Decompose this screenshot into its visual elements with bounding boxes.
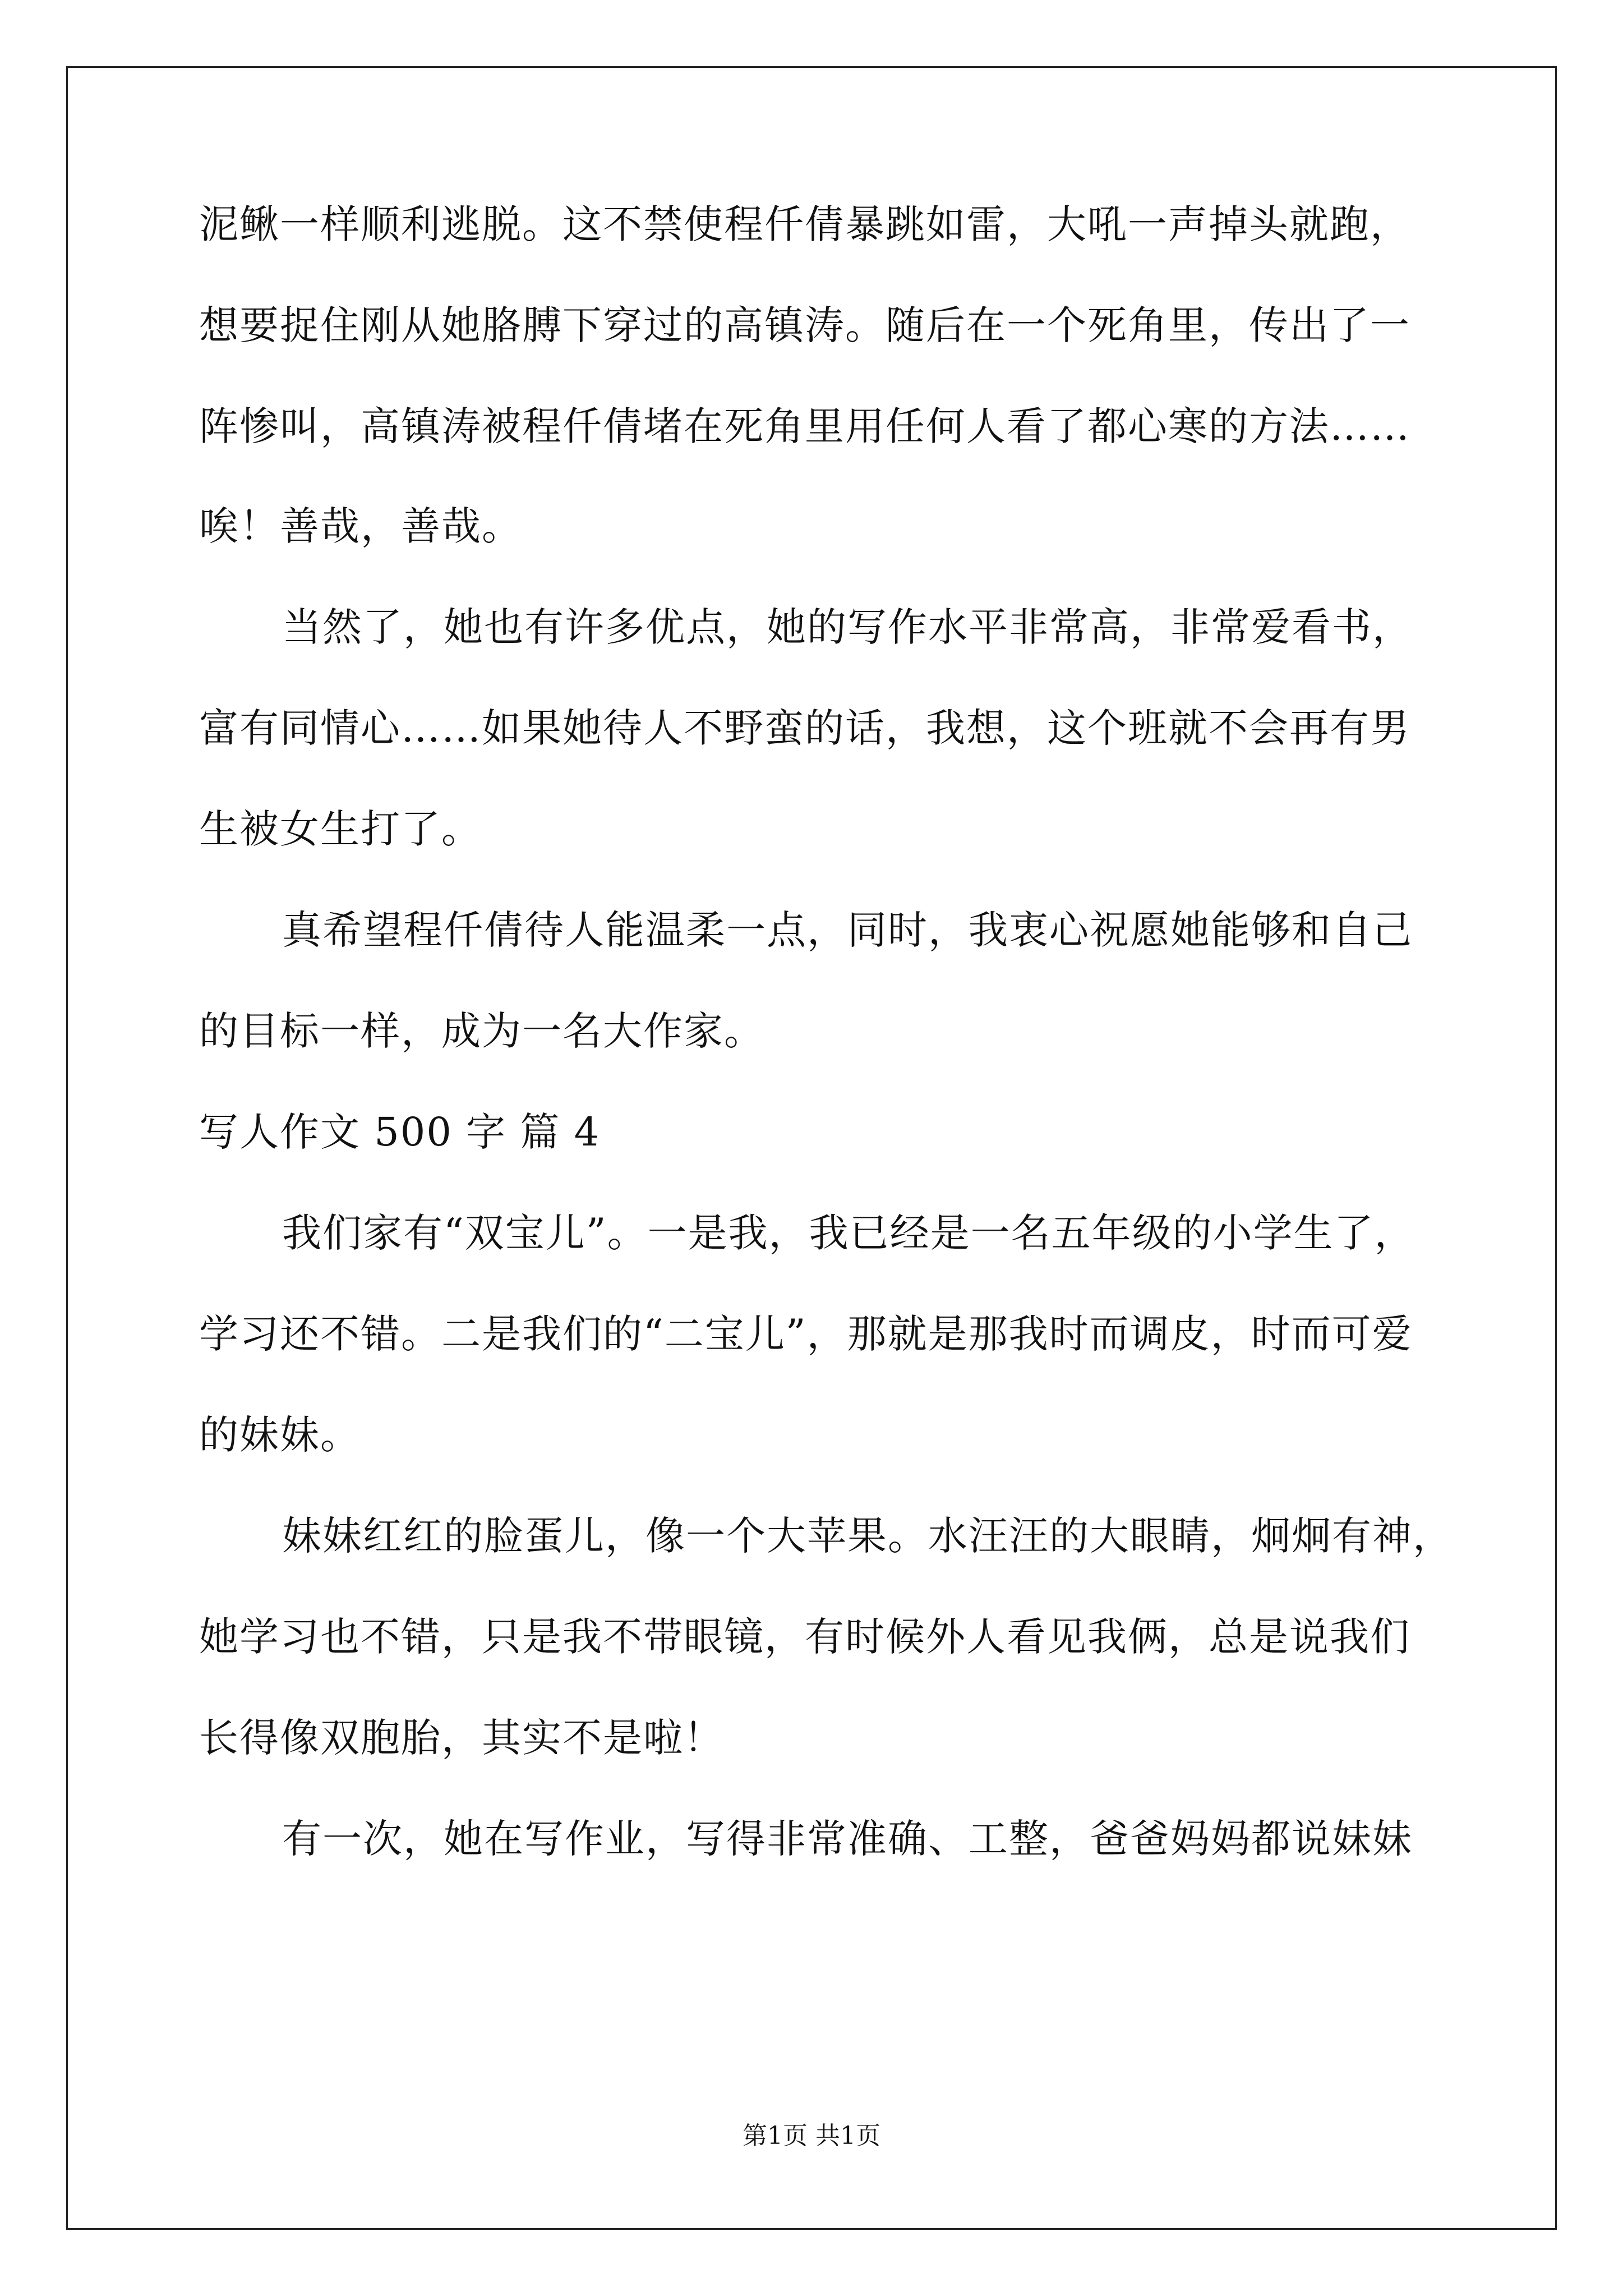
paragraph-line: 泥鳅一样顺利逃脱。这不禁使程仟倩暴跳如雷，大吼一声掉头就跑， xyxy=(199,201,1410,247)
paragraph-line: 的目标一样，成为一名大作家。 xyxy=(199,1008,764,1054)
paragraph-line: 我们家有“双宝儿”。一是我，我已经是一名五年级的小学生了， xyxy=(282,1210,1415,1256)
paragraph-line: 阵惨叫，高镇涛被程仟倩堵在死角里用任何人看了都心寒的方法…… xyxy=(199,403,1410,449)
paragraph-line: 生被女生打了。 xyxy=(199,806,482,852)
paragraph-line: 真希望程仟倩待人能温柔一点，同时，我衷心祝愿她能够和自己 xyxy=(282,907,1413,953)
paragraph-line: 富有同情心……如果她待人不野蛮的话，我想，这个班就不会再有男 xyxy=(199,705,1410,751)
paragraph-line: 想要捉住刚从她胳膊下穿过的高镇涛。随后在一个死角里，传出了一 xyxy=(199,302,1410,348)
paragraph-line: 有一次，她在写作业，写得非常准确、工整，爸爸妈妈都说妹妹 xyxy=(282,1816,1413,1862)
page-number-footer: 第1页 共1页 xyxy=(743,2122,880,2150)
paragraph-line: 妹妹红红的脸蛋儿，像一个大苹果。水汪汪的大眼睛，炯炯有神， xyxy=(282,1513,1453,1559)
paragraph-line: 当然了，她也有许多优点，她的写作水平非常高，非常爱看书， xyxy=(282,604,1413,650)
paragraph-line: 她学习也不错，只是我不带眼镜，有时候外人看见我俩，总是说我们 xyxy=(199,1614,1410,1660)
section-heading: 写人作文 500 字 篇 4 xyxy=(199,1109,601,1155)
paragraph-line: 唉！善哉，善哉。 xyxy=(199,503,522,549)
paragraph-line: 的妹妹。 xyxy=(199,1412,361,1458)
paragraph-line: 学习还不错。二是我们的“二宝儿”，那就是那我时而调皮，时而可爱 xyxy=(199,1311,1413,1357)
paragraph-line: 长得像双胞胎，其实不是啦！ xyxy=(199,1715,724,1761)
